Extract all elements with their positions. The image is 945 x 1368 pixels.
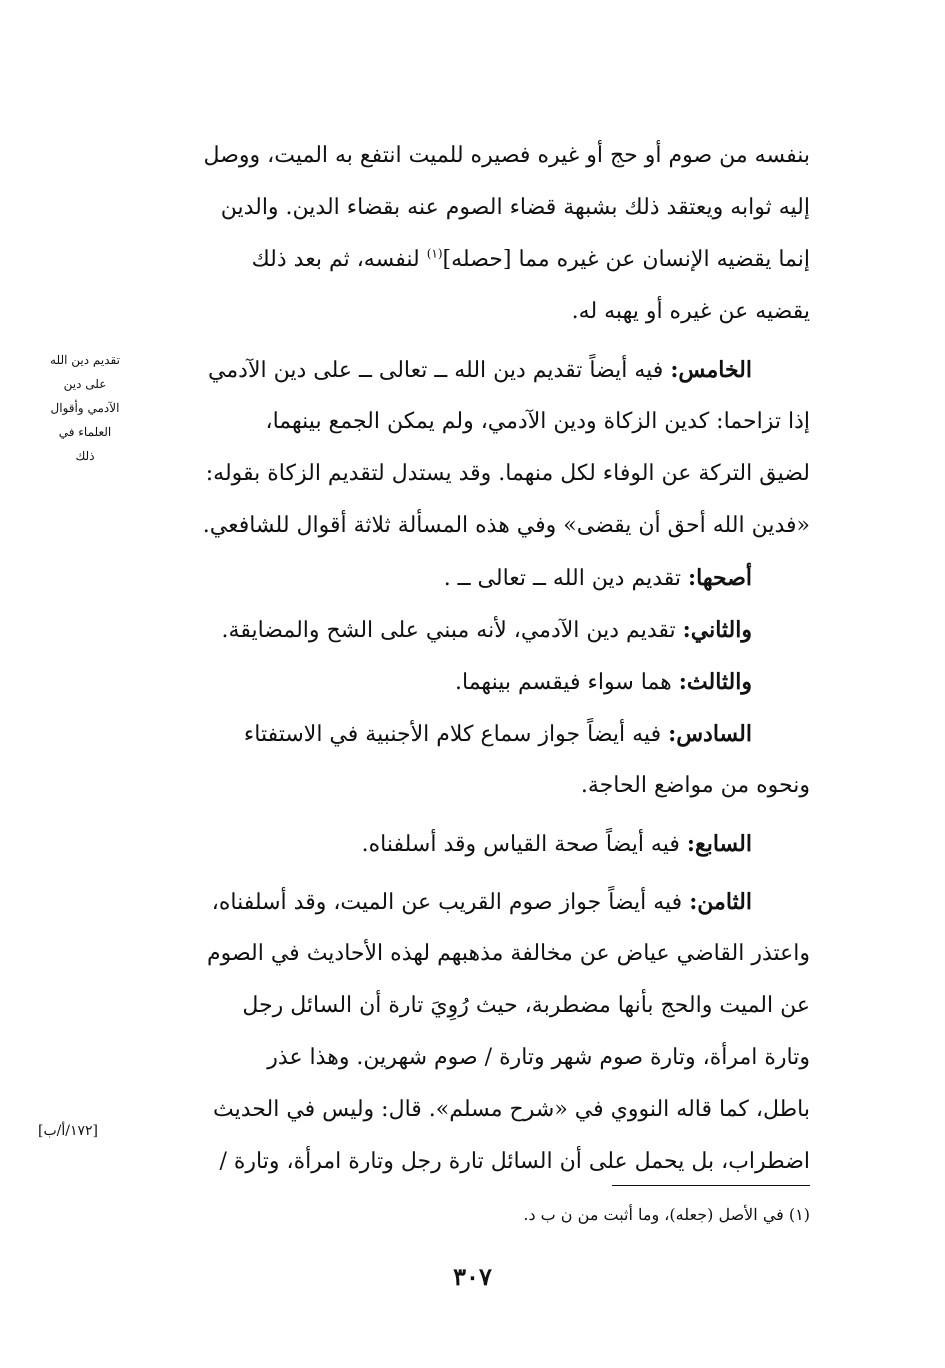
text-line: عن الميت والحج بأنها مضطربة، حيث رُوِيَ تارة أن السائل رجل	[242, 993, 810, 1018]
text-line: إذا تزاحما: كدين الزكاة ودين الآدمي، ولم يمكن الجمع بينهما،	[265, 409, 810, 434]
paragraph-heading: السادس:	[668, 721, 752, 747]
text-line: لضيق التركة عن الوفاء لكل منهما. وقد يستدل لتقديم الزكاة بقوله:	[205, 461, 810, 486]
text-line: السابع: فيه أيضاً صحة القياس وقد أسلفناه.	[361, 831, 752, 857]
text-line: واعتذر القاضي عياض عن مخالفة مذهبهم لهذه الأحاديث في الصوم	[206, 941, 810, 966]
margin-note-line: تقديم دين الله	[50, 353, 120, 367]
text-line: إنما يقضيه الإنسان عن غيره مما [حصله]$^{(١)}$ لنفسه، ثم بعد ذلك	[251, 246, 810, 272]
margin-note-line: على دين	[63, 377, 107, 391]
paragraph-heading: السابع:	[686, 831, 752, 857]
footnote: (١) في الأصل (جعله)، وما أثبت من ن ب د.	[523, 1205, 810, 1224]
text-line: الثامن: فيه أيضاً جواز صوم القريب عن الميت، وقد أسلفناه،	[211, 889, 752, 915]
text-line: باطل، كما قاله النووي في «شرح مسلم». قال: وليس في الحديث	[213, 1097, 810, 1122]
text-line: إليه ثوابه ويعتقد ذلك بشبهة قضاء الصوم عنه بقضاء الدين. والدين	[220, 195, 810, 220]
margin-note-line: ذلك	[75, 449, 95, 463]
text-line: أصحها: تقديم دين الله ــ تعالى ــ .	[443, 565, 752, 591]
text-line: «فدين الله أحق أن يقضى» وفي هذه المسألة ثلاثة أقوال للشافعي.	[202, 513, 810, 538]
text-line: والثالث: هما سواء فيقسم بينهما.	[455, 669, 752, 695]
text-line: ونحوه من مواضع الحاجة.	[580, 773, 810, 798]
margin-note-line: العلماء في	[58, 425, 112, 439]
paragraph-heading: الثامن:	[689, 889, 752, 915]
text-line: بنفسه من صوم أو حج أو غيره فصيره للميت انتفع به الميت، ووصل	[203, 143, 810, 168]
text-line: وتارة امرأة، وتارة صوم شهر وتارة / صوم شهرين. وهذا عذر	[267, 1045, 810, 1070]
paragraph-heading: أصحها:	[688, 565, 752, 591]
text-line: الخامس: فيه أيضاً تقديم دين الله ــ تعالى ــ على دين الآدمي	[208, 357, 752, 383]
text-line: يقضيه عن غيره أو يهبه له.	[571, 299, 810, 324]
margin-note-line: الآدمي وأقوال	[50, 401, 120, 415]
text-line: اضطراب، بل يحمل على أن السائل تارة رجل وتارة امرأة، وتارة /	[219, 1149, 810, 1174]
paragraph-heading: والثالث:	[678, 669, 752, 695]
paragraph-heading: الخامس:	[670, 357, 752, 383]
text-line: السادس: فيه أيضاً جواز سماع كلام الأجنبية في الاستفتاء	[243, 721, 752, 747]
margin-note	[40, 348, 130, 468]
main-text	[145, 130, 810, 1188]
page-number: ٣٠٧	[453, 1262, 492, 1291]
paragraph-heading: والثاني:	[682, 617, 752, 643]
manuscript-folio-marker: [١٧٢/أ/ب]	[38, 1123, 98, 1139]
footnote-reference: (١)	[426, 246, 443, 261]
text-line: والثاني: تقديم دين الآدمي، لأنه مبني على الشح والمضايقة.	[221, 617, 752, 643]
footnote-divider	[612, 1185, 810, 1186]
